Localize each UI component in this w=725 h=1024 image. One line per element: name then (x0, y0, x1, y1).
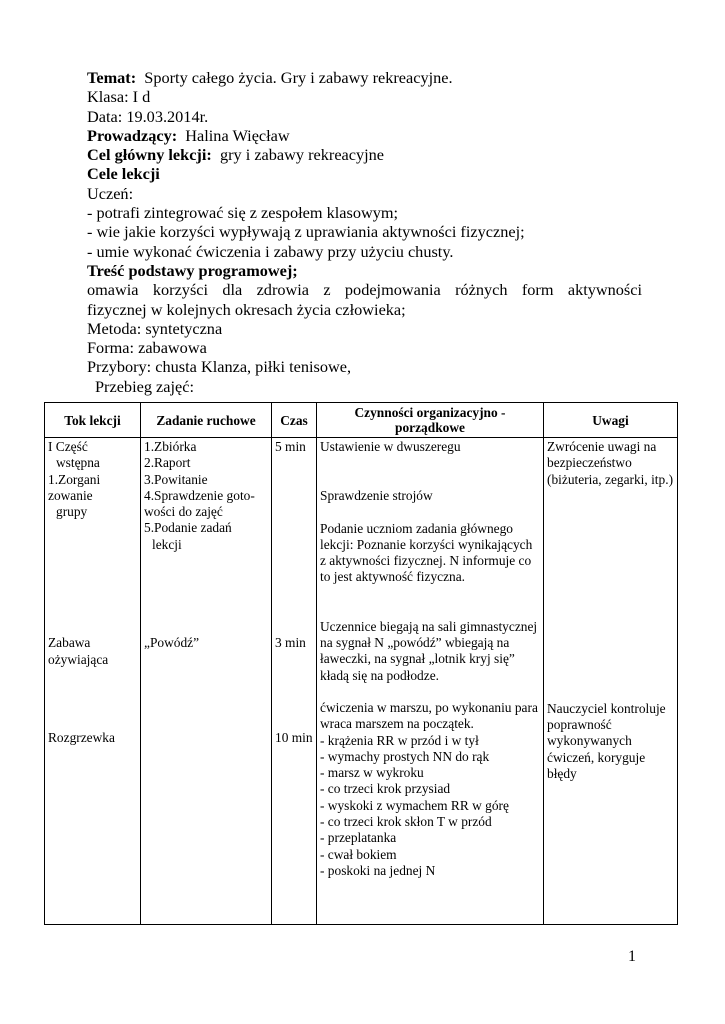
czynnosci-4: Uczennice biegają na sali gimnastycznej na sygnał N „powódź” wbiegają na ławeczki, na sygnał „lotnik kryj się” kładą się na podłodze. (320, 618, 538, 683)
tok-part4: zowanie (48, 487, 93, 503)
tok-zabawa: Zabawa ożywiająca (48, 635, 109, 667)
tok-cell (45, 438, 141, 925)
goal-item: - wie jakie korzyści wypływają z uprawiania aktywności fizycznej; (87, 222, 525, 242)
method-line: Metoda: syntetyczna (87, 318, 223, 338)
goal-item: - potrafi zintegrować się z zespołem klasowym; (87, 203, 399, 223)
curriculum-heading: Treść podstawy programowej; (87, 260, 298, 280)
header-zadanie: Zadanie ruchowe (141, 403, 272, 438)
goals-heading: Cele lekcji (87, 164, 160, 184)
uwagi-cell (544, 438, 678, 925)
tok-rozgrzewka: Rozgrzewka (48, 730, 115, 746)
curriculum-text-line-2: fizycznej w kolejnych okresach życia człowieka; (87, 299, 406, 319)
teacher-value: Halina Więcław (185, 125, 290, 145)
header-uwagi: Uwagi (544, 403, 678, 438)
header-tok: Tok lekcji (45, 403, 141, 438)
header-czynnosci: Czynności organizacyjno - porządkowe (317, 403, 544, 438)
czynnosci-3: Podanie uczniom zadania głównego lekcji: Poznanie korzyści wynikających z aktywności fizycznej. N informuje co to jest aktywność fizyczna. (320, 520, 533, 585)
czas-2: 3 min (275, 635, 306, 651)
lesson-plan-table (44, 402, 678, 925)
course-label: Przebieg zajęć: (95, 376, 194, 396)
zadanie-powodz: „Powódź” (144, 635, 200, 651)
page-number: 1 (628, 948, 636, 965)
czynnosci-cell (317, 438, 544, 925)
uwagi-2: Nauczyciel kontroluje poprawność wykonywanych ćwiczeń, koryguje błędy (547, 700, 666, 782)
czynnosci-5: ćwiczenia w marszu, po wykonaniu para wraca marszem na początek. - krążenia RR w przód i w tył - wymachy prostych NN do rąk - marsz w wykroku - co trzeci krok przysiad - wyskoki z wymachem RR w górę - co trzeci krok skłon T w przód - przeplatanka - cwał bokiem - poskoki na jednej N (320, 699, 538, 878)
czynnosci-2: Sprawdzenie strojów (320, 488, 433, 504)
czas-3: 10 min (275, 729, 313, 745)
teacher-label: Prowadzący: (87, 125, 178, 145)
czas-1: 5 min (275, 439, 306, 454)
tok-part3: 1.Zorgani (48, 471, 101, 487)
zadanie-list: 1.Zbiórka 2.Raport 3.Powitanie 4.Sprawdzenie goto- wości do zajęć 5.Podanie zadań (144, 439, 255, 536)
class-line: Klasa: I d (87, 87, 151, 107)
date-line: Data: 19.03.2014r. (87, 106, 209, 126)
main-goal-label: Cel główny lekcji: (87, 145, 212, 165)
main-goal-value: gry i zabawy rekreacyjne (219, 145, 385, 165)
topic-value: Sporty całego życia. Gry i zabawy rekreacyjne. (144, 68, 453, 87)
main-goal-line (87, 145, 642, 164)
tok-part5: grupy (56, 504, 88, 520)
topic-line (87, 68, 642, 87)
header-czas: Czas (272, 403, 317, 438)
form-line: Forma: zabawowa (87, 338, 207, 358)
curriculum-text-line-1: omawia korzyści dla zdrowia z podejmowania różnych form aktywności (87, 280, 642, 300)
teacher-line (87, 126, 642, 145)
topic-label: Temat: (87, 68, 137, 87)
student-label: Uczeń: (87, 183, 134, 203)
lesson-header (87, 68, 642, 396)
zadanie-list-cont: lekcji (152, 536, 182, 552)
uwagi-1: Zwrócenie uwagi na bezpieczeństwo (biżuteria, zegarki, itp.) (547, 439, 674, 487)
goal-item: - umie wykonać ćwiczenia i zabawy przy użyciu chusty. (87, 241, 454, 261)
tok-part1: I Część (48, 439, 88, 454)
zadanie-cell (141, 438, 272, 925)
table-header-row (45, 403, 678, 438)
equipment-line: Przybory: chusta Klanza, piłki tenisowe, (87, 357, 352, 377)
czas-cell (272, 438, 317, 925)
table-row (45, 438, 678, 925)
tok-part2: wstępna (56, 455, 100, 471)
czynnosci-1: Ustawienie w dwuszeregu (320, 439, 461, 454)
